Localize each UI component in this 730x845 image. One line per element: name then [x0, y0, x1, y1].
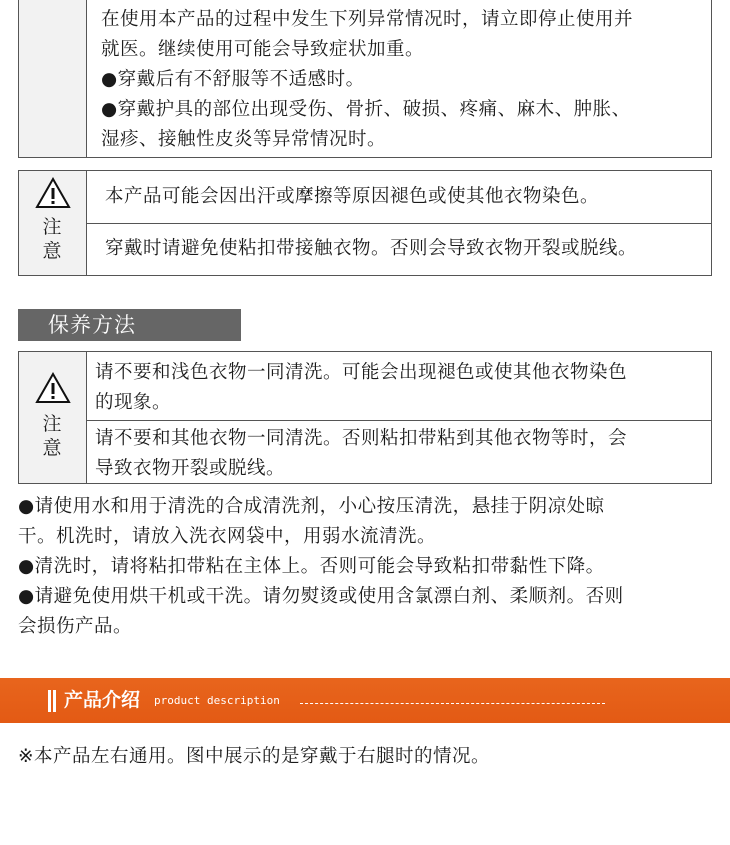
care-instruction-line: 干。机洗时，请放入洗衣网袋中，用弱水流清洗。 [18, 526, 437, 547]
banner-subtitle: product description [154, 694, 280, 707]
notice-label-char: 注 [42, 413, 62, 435]
care-instructions [18, 492, 718, 642]
care-instruction-line: ●请使用水和用于清洗的合成清洗剂，小心按压清洗，悬挂于阴凉处晾 [18, 496, 605, 517]
care-notice-text [95, 424, 627, 484]
care-instruction-line: ●请避免使用烘干机或干洗。请勿熨烫或使用含氯漂白剂、柔顺剂。否则 [18, 586, 624, 607]
care-instruction-line: 会损伤产品。 [18, 616, 133, 637]
care-notice-line: 请不要和其他衣物一同清洗。否则粘扣带粘到其他衣物等时，会 [95, 428, 628, 449]
banner-bar-icon [53, 690, 56, 712]
product-description-banner [0, 678, 730, 723]
care-notice-box [18, 351, 712, 484]
care-instruction-line: ●清洗时，请将粘扣带粘在主体上。否则可能会导致粘扣带黏性下降。 [18, 556, 605, 577]
warning-line: 就医。继续使用可能会导致症状加重。 [101, 39, 425, 60]
care-notice-text [95, 358, 627, 418]
notice-label [19, 215, 85, 263]
section-heading-care: 保养方法 [18, 309, 241, 341]
warning-box-text [101, 5, 633, 155]
warning-triangle-icon [35, 372, 71, 404]
notice-text: 本产品可能会因出汗或摩擦等原因褪色或使其他衣物染色。 [105, 186, 600, 207]
notice-row [87, 171, 711, 223]
care-notice-row [87, 420, 711, 484]
banner-title: 产品介绍 [64, 689, 141, 711]
product-note: ※本产品左右通用。图中展示的是穿戴于右腿时的情况。 [18, 746, 491, 767]
notice-label-char: 意 [42, 240, 62, 262]
warning-line: ●穿戴护具的部位出现受伤、骨折、破损、疼痛、麻木、肿胀、 [101, 99, 631, 120]
notice-text: 穿戴时请避免使粘扣带接触衣物。否则会导致衣物开裂或脱线。 [105, 238, 638, 259]
care-notice-line: 导致衣物开裂或脱线。 [95, 458, 286, 479]
warning-line: ●穿戴后有不舒服等不适感时。 [101, 69, 365, 90]
notice-label [19, 412, 85, 460]
banner-dotted-rule [300, 703, 605, 704]
banner-bar-icon [48, 690, 51, 712]
warning-line: 在使用本产品的过程中发生下列异常情况时，请立即停止使用并 [101, 9, 634, 30]
notice-label-char: 意 [42, 437, 62, 459]
warning-box [18, 0, 712, 158]
notice-box-1 [18, 170, 712, 276]
care-notice-line: 请不要和浅色衣物一同清洗。可能会出现褪色或使其他衣物染色 [95, 362, 628, 383]
care-notice-line: 的现象。 [95, 392, 172, 413]
notice-label-char: 注 [42, 216, 62, 238]
notice-icon-column [19, 171, 87, 275]
warning-triangle-icon [35, 177, 71, 209]
warning-box-icon-column [19, 0, 87, 157]
notice-icon-column [19, 352, 87, 483]
warning-line: 湿疹、接触性皮炎等异常情况时。 [101, 129, 387, 150]
care-notice-row [87, 352, 711, 420]
notice-row [87, 223, 711, 276]
